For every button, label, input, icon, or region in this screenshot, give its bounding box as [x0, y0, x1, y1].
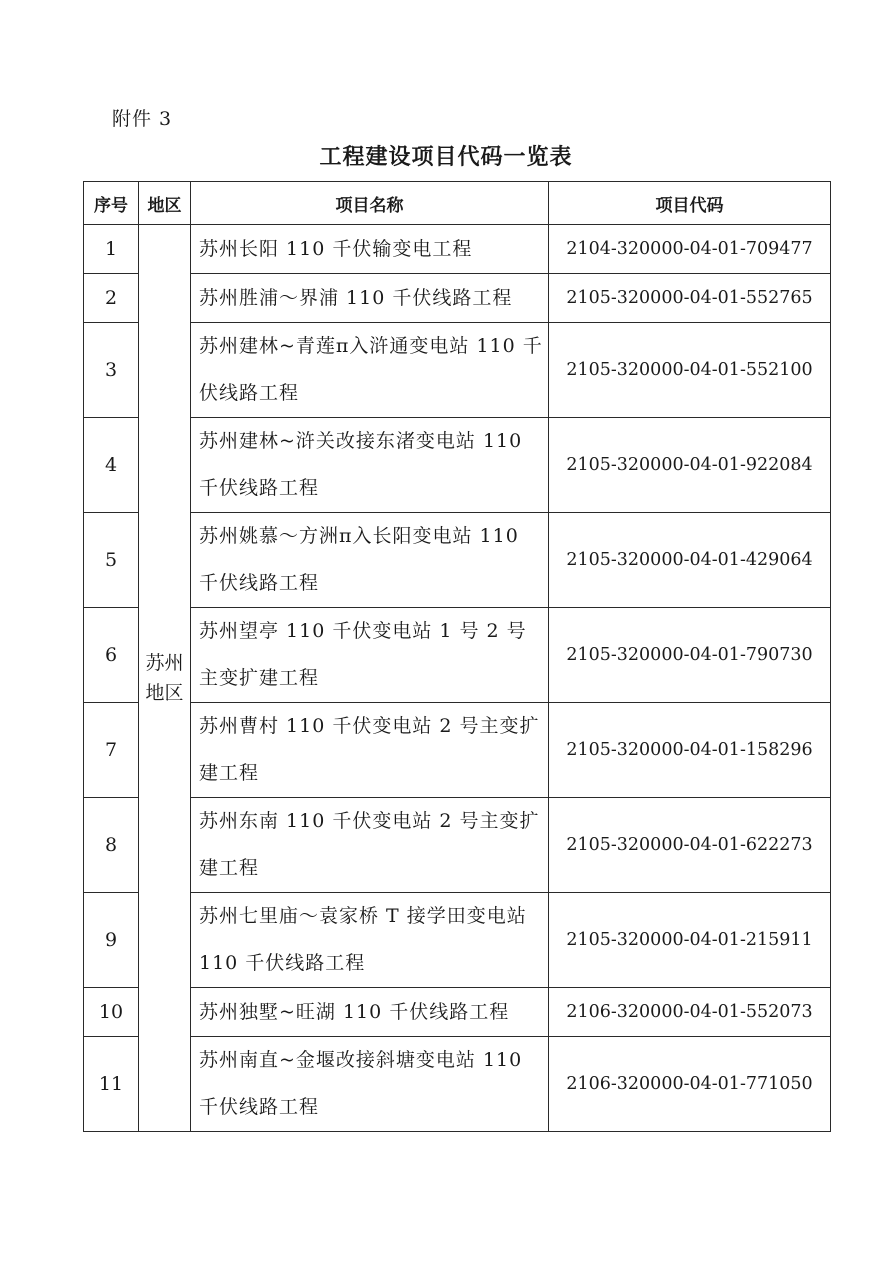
table-row	[84, 893, 831, 988]
project-code: 2105-320000-04-01-215911	[549, 893, 831, 988]
project-code: 2106-320000-04-01-552073	[549, 988, 831, 1037]
row-number: 1	[84, 225, 139, 274]
project-code: 2105-320000-04-01-552100	[549, 323, 831, 418]
row-number: 2	[84, 274, 139, 323]
table-row	[84, 1037, 831, 1132]
project-code: 2105-320000-04-01-622273	[549, 798, 831, 893]
project-name: 苏州曹村 110 千伏变电站 2 号主变扩建工程	[191, 703, 549, 798]
project-code: 2104-320000-04-01-709477	[549, 225, 831, 274]
project-name: 苏州胜浦～界浦 110 千伏线路工程	[191, 274, 549, 323]
table-row	[84, 703, 831, 798]
table-row	[84, 418, 831, 513]
row-number: 8	[84, 798, 139, 893]
table-header-row	[84, 182, 831, 225]
region-line-1: 苏州	[145, 652, 184, 674]
table-row	[84, 798, 831, 893]
project-name: 苏州七里庙～袁家桥 T 接学田变电站 110 千伏线路工程	[191, 893, 549, 988]
table-row	[84, 225, 831, 274]
project-name: 苏州建林~浒关改接东渚变电站 110 千伏线路工程	[191, 418, 549, 513]
row-number: 3	[84, 323, 139, 418]
row-number: 4	[84, 418, 139, 513]
header-no: 序号	[84, 182, 139, 225]
region-line-2: 地区	[145, 682, 184, 704]
project-code: 2105-320000-04-01-429064	[549, 513, 831, 608]
project-code: 2105-320000-04-01-552765	[549, 274, 831, 323]
header-region: 地区	[139, 182, 191, 225]
row-number: 7	[84, 703, 139, 798]
project-name: 苏州南直~金堰改接斜塘变电站 110 千伏线路工程	[191, 1037, 549, 1132]
row-number: 11	[84, 1037, 139, 1132]
row-number: 6	[84, 608, 139, 703]
project-code-table	[83, 181, 831, 1132]
project-code: 2106-320000-04-01-771050	[549, 1037, 831, 1132]
project-name: 苏州望亭 110 千伏变电站 1 号 2 号主变扩建工程	[191, 608, 549, 703]
attachment-label: 附件 3	[112, 108, 173, 130]
table-row	[84, 323, 831, 418]
table-row	[84, 988, 831, 1037]
project-name: 苏州建林~青莲π入浒通变电站 110 千伏线路工程	[191, 323, 549, 418]
project-name: 苏州东南 110 千伏变电站 2 号主变扩建工程	[191, 798, 549, 893]
project-code: 2105-320000-04-01-158296	[549, 703, 831, 798]
row-number: 10	[84, 988, 139, 1037]
project-name: 苏州长阳 110 千伏输变电工程	[191, 225, 549, 274]
table-row	[84, 274, 831, 323]
project-code: 2105-320000-04-01-922084	[549, 418, 831, 513]
row-number: 9	[84, 893, 139, 988]
table-row	[84, 513, 831, 608]
project-name: 苏州姚慕～方洲π入长阳变电站 110 千伏线路工程	[191, 513, 549, 608]
project-code: 2105-320000-04-01-790730	[549, 608, 831, 703]
project-name: 苏州独墅~旺湖 110 千伏线路工程	[191, 988, 549, 1037]
header-name: 项目名称	[191, 182, 549, 225]
region-cell	[139, 225, 191, 1132]
row-number: 5	[84, 513, 139, 608]
table-row	[84, 608, 831, 703]
header-code: 项目代码	[549, 182, 831, 225]
page-title: 工程建设项目代码一览表	[319, 145, 573, 170]
